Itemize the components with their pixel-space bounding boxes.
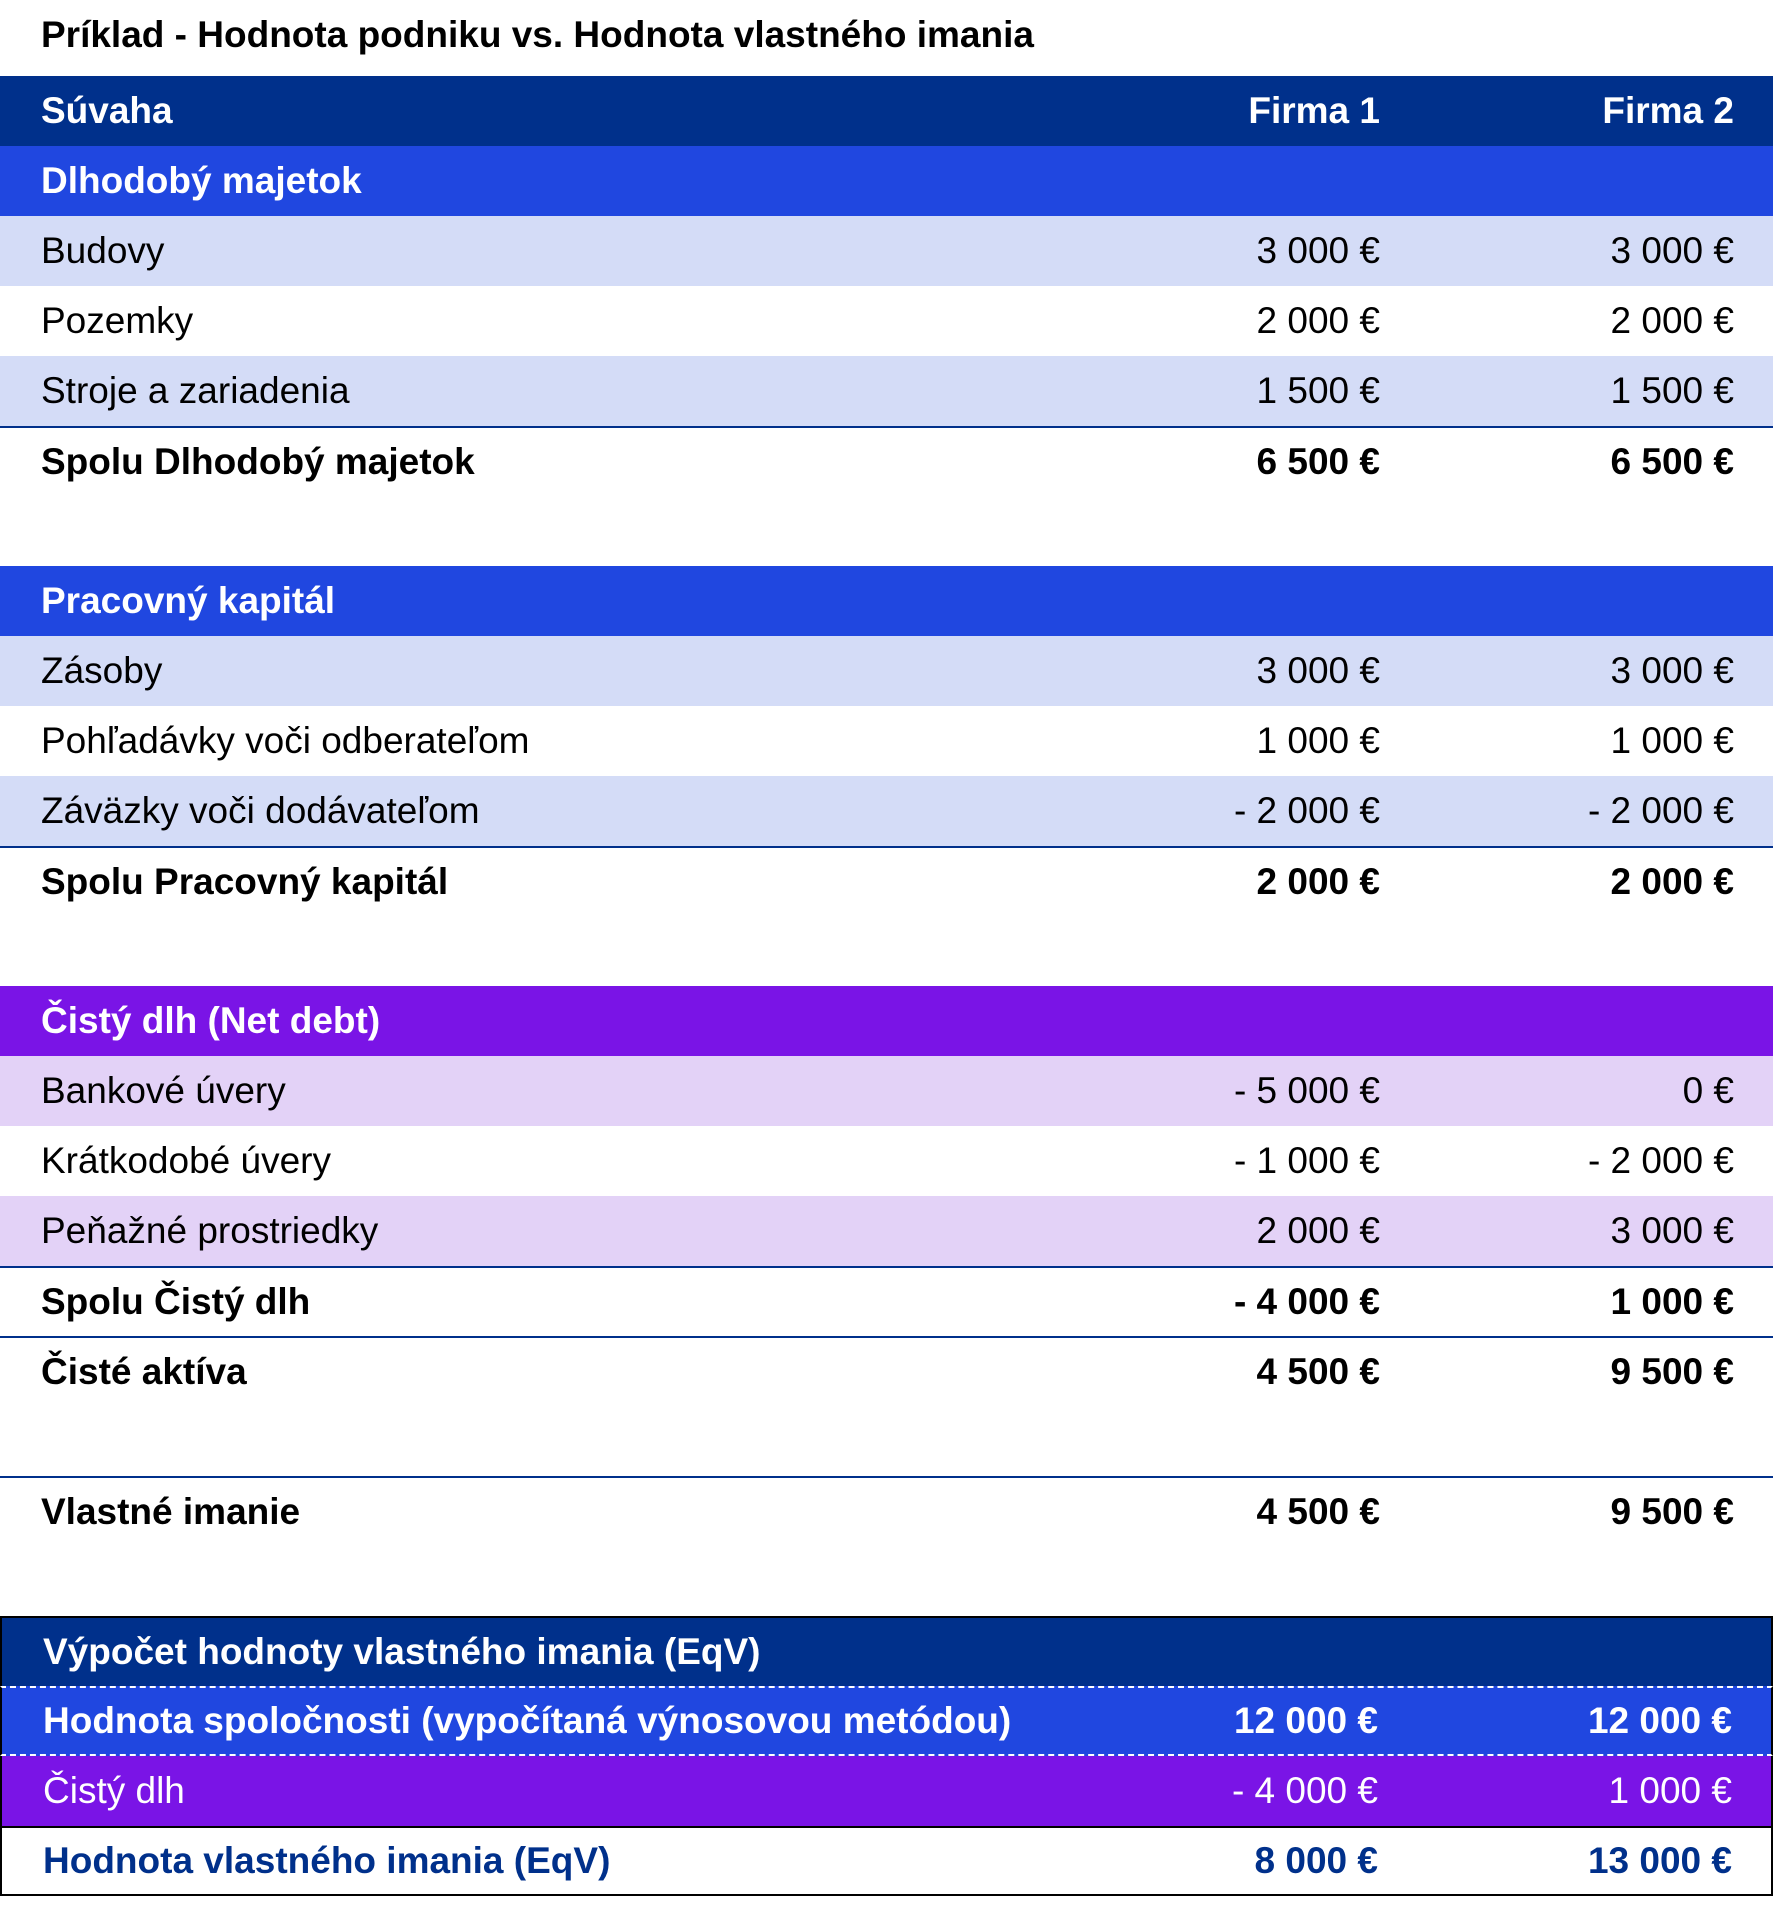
spacer bbox=[0, 1546, 1773, 1616]
net-assets-row bbox=[0, 1336, 1773, 1406]
row-value-firm2: 3 000 € bbox=[1610, 1210, 1734, 1251]
table-row bbox=[0, 1056, 1773, 1126]
net-debt-firm1: - 4 000 € bbox=[1231, 1770, 1378, 1811]
row-label: Bankové úvery bbox=[41, 1070, 286, 1111]
page-title: Príklad - Hodnota podniku vs. Hodnota vlastného imania bbox=[41, 14, 1034, 55]
equity-value-label: Hodnota vlastného imania (EqV) bbox=[43, 1840, 611, 1881]
row-value-firm1: 1 500 € bbox=[1256, 370, 1380, 411]
header-firm2: Firma 2 bbox=[1602, 90, 1734, 131]
row-label: Stroje a zariadenia bbox=[41, 370, 350, 411]
spacer bbox=[0, 496, 1773, 566]
total-label: Spolu Dlhodobý majetok bbox=[41, 441, 475, 482]
total-value-firm2: 2 000 € bbox=[1610, 861, 1734, 902]
equity-label: Vlastné imanie bbox=[41, 1491, 301, 1532]
eqv-title: Výpočet hodnoty vlastného imania (EqV) bbox=[43, 1631, 761, 1672]
section-title: Pracovný kapitál bbox=[41, 580, 336, 621]
section-working-capital bbox=[0, 566, 1773, 636]
row-value-firm2: 1 000 € bbox=[1610, 720, 1734, 761]
row-value-firm2: 3 000 € bbox=[1610, 230, 1734, 271]
net-debt-firm2: 1 000 € bbox=[1608, 1770, 1732, 1811]
balance-sheet-table bbox=[0, 76, 1773, 1896]
section-title: Dlhodobý majetok bbox=[41, 160, 362, 201]
net-assets-label: Čisté aktíva bbox=[41, 1351, 247, 1392]
row-value-firm1: - 5 000 € bbox=[1233, 1070, 1380, 1111]
total-row-net-debt bbox=[0, 1266, 1773, 1336]
row-label: Budovy bbox=[41, 230, 165, 271]
total-value-firm1: 2 000 € bbox=[1256, 861, 1380, 902]
row-value-firm2: 2 000 € bbox=[1610, 300, 1734, 341]
total-value-firm1: 6 500 € bbox=[1256, 441, 1380, 482]
net-debt-label: Čistý dlh bbox=[43, 1770, 185, 1811]
equity-value-firm1: 8 000 € bbox=[1254, 1840, 1378, 1881]
eqv-equity-value-row bbox=[0, 1826, 1773, 1896]
total-label: Spolu Pracovný kapitál bbox=[41, 861, 449, 902]
eqv-section-header bbox=[0, 1616, 1773, 1686]
row-label: Peňažné prostriedky bbox=[41, 1210, 379, 1251]
eqv-company-value-row bbox=[0, 1686, 1773, 1756]
row-value-firm2: 3 000 € bbox=[1610, 650, 1734, 691]
company-value-firm2: 12 000 € bbox=[1587, 1700, 1732, 1741]
total-value-firm2: 6 500 € bbox=[1610, 441, 1734, 482]
row-label: Pohľadávky voči odberateľom bbox=[41, 720, 530, 761]
row-value-firm1: 1 000 € bbox=[1256, 720, 1380, 761]
table-row bbox=[0, 286, 1773, 356]
row-value-firm1: - 2 000 € bbox=[1233, 790, 1380, 831]
equity-firm1: 4 500 € bbox=[1256, 1491, 1380, 1532]
row-value-firm1: - 1 000 € bbox=[1233, 1140, 1380, 1181]
total-row-working-capital bbox=[0, 846, 1773, 916]
section-title: Čistý dlh (Net debt) bbox=[41, 1000, 381, 1041]
section-fixed-assets bbox=[0, 146, 1773, 216]
table-header-row bbox=[0, 76, 1773, 146]
equity-value-firm2: 13 000 € bbox=[1587, 1840, 1732, 1881]
total-value-firm2: 1 000 € bbox=[1610, 1281, 1734, 1322]
table-row bbox=[0, 216, 1773, 286]
row-label: Krátkodobé úvery bbox=[41, 1140, 332, 1181]
row-value-firm2: - 2 000 € bbox=[1587, 790, 1734, 831]
section-net-debt bbox=[0, 986, 1773, 1056]
table-row bbox=[0, 356, 1773, 426]
company-value-label: Hodnota spoločnosti (vypočítaná výnosovou metódou) bbox=[43, 1700, 1012, 1741]
header-firm1: Firma 1 bbox=[1248, 90, 1380, 131]
total-row-fixed-assets bbox=[0, 426, 1773, 496]
row-value-firm1: 3 000 € bbox=[1256, 650, 1380, 691]
row-value-firm2: 1 500 € bbox=[1610, 370, 1734, 411]
table-row bbox=[0, 776, 1773, 846]
spacer bbox=[0, 1406, 1773, 1476]
equity-row bbox=[0, 1476, 1773, 1546]
row-label: Zásoby bbox=[41, 650, 163, 691]
company-value-firm1: 12 000 € bbox=[1233, 1700, 1378, 1741]
net-assets-firm1: 4 500 € bbox=[1256, 1351, 1380, 1392]
eqv-net-debt-row bbox=[0, 1756, 1773, 1826]
row-value-firm1: 3 000 € bbox=[1256, 230, 1380, 271]
row-value-firm1: 2 000 € bbox=[1256, 1210, 1380, 1251]
header-label: Súvaha bbox=[41, 90, 173, 131]
total-label: Spolu Čistý dlh bbox=[41, 1281, 311, 1322]
row-value-firm2: - 2 000 € bbox=[1587, 1140, 1734, 1181]
net-assets-firm2: 9 500 € bbox=[1610, 1351, 1734, 1392]
total-value-firm1: - 4 000 € bbox=[1233, 1281, 1380, 1322]
table-row bbox=[0, 1126, 1773, 1196]
table-row bbox=[0, 706, 1773, 776]
row-label: Záväzky voči dodávateľom bbox=[41, 790, 480, 831]
spacer bbox=[0, 916, 1773, 986]
equity-firm2: 9 500 € bbox=[1610, 1491, 1734, 1532]
row-value-firm1: 2 000 € bbox=[1256, 300, 1380, 341]
table-row bbox=[0, 1196, 1773, 1266]
row-value-firm2: 0 € bbox=[1682, 1070, 1734, 1111]
table-row bbox=[0, 636, 1773, 706]
row-label: Pozemky bbox=[41, 300, 194, 341]
